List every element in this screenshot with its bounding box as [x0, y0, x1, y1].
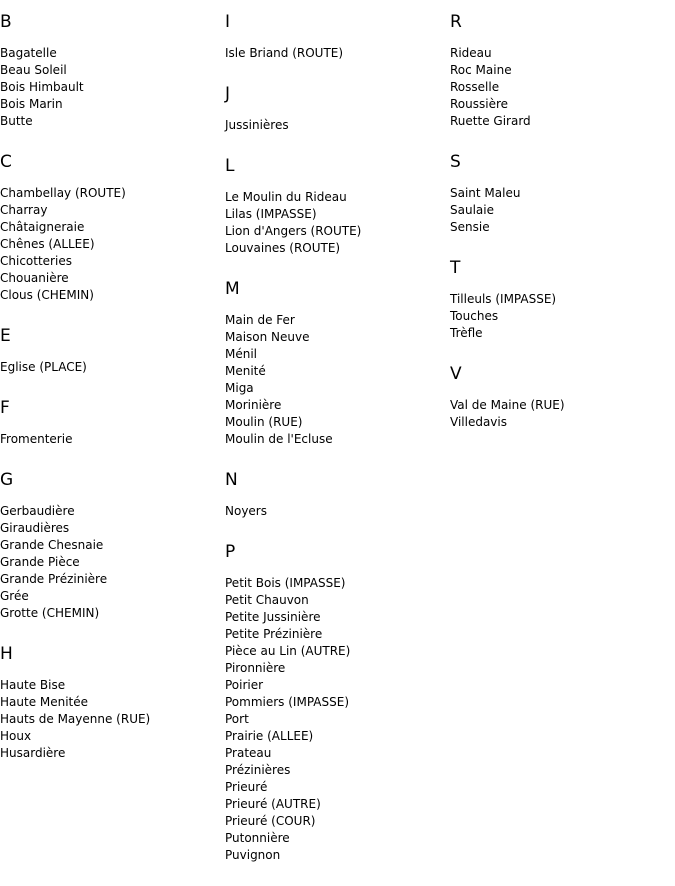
letter-heading: E	[0, 326, 11, 346]
letter-heading: F	[0, 398, 10, 418]
street-link[interactable]: Louvaines (ROUTE)	[225, 241, 341, 255]
street-link[interactable]: Jussinières	[225, 118, 289, 132]
street-link[interactable]: Trèfle	[450, 326, 483, 340]
letter-group-j	[225, 84, 450, 134]
letter-group-b	[0, 12, 225, 130]
street-list	[0, 677, 225, 762]
street-link[interactable]: Le Moulin du Rideau	[225, 190, 347, 204]
street-list	[225, 45, 450, 62]
street-link[interactable]: Chambellay (ROUTE)	[0, 186, 126, 200]
index-column-2	[225, 12, 450, 886]
letter-group-r	[450, 12, 675, 130]
letter-group-e	[0, 326, 225, 376]
letter-group-i	[225, 12, 450, 62]
street-link[interactable]: Main de Fer	[225, 313, 295, 327]
street-link[interactable]: Pommiers (IMPASSE)	[225, 695, 349, 709]
letter-heading: C	[0, 152, 12, 172]
street-link[interactable]: Prézinières	[225, 763, 291, 777]
street-link[interactable]: Charray	[0, 203, 48, 217]
letter-group-g	[0, 470, 225, 622]
letter-heading: R	[450, 12, 462, 32]
street-link[interactable]: Touches	[450, 309, 499, 323]
letter-group-v	[450, 364, 675, 431]
street-link[interactable]: Pironnière	[225, 661, 286, 675]
street-link[interactable]: Port	[225, 712, 249, 726]
street-link[interactable]: Roussière	[450, 97, 509, 111]
street-link[interactable]: Prateau	[225, 746, 272, 760]
street-list	[225, 503, 450, 520]
street-link[interactable]: Châtaigneraie	[0, 220, 85, 234]
street-link[interactable]: Rosselle	[450, 80, 500, 94]
street-link[interactable]: Hauts de Mayenne (RUE)	[0, 712, 151, 726]
street-link[interactable]: Eglise (PLACE)	[0, 360, 87, 374]
letter-group-p	[225, 542, 450, 864]
street-link[interactable]: Villedavis	[450, 415, 507, 429]
street-link[interactable]: Putonnière	[225, 831, 290, 845]
street-link[interactable]: Grotte (CHEMIN)	[0, 606, 100, 620]
street-link[interactable]: Bois Marin	[0, 97, 63, 111]
street-link[interactable]: Beau Soleil	[0, 63, 67, 77]
letter-group-s	[450, 152, 675, 236]
street-link[interactable]: Sensie	[450, 220, 490, 234]
street-link[interactable]: Val de Maine (RUE)	[450, 398, 565, 412]
street-link[interactable]: Haute Bise	[0, 678, 66, 692]
street-link[interactable]: Gerbaudière	[0, 504, 75, 518]
street-list	[450, 185, 675, 236]
letter-group-h	[0, 644, 225, 762]
street-link[interactable]: Prieuré	[225, 780, 268, 794]
street-link[interactable]: Chênes (ALLEE)	[0, 237, 95, 251]
street-link[interactable]: Grée	[0, 589, 29, 603]
street-list	[225, 189, 450, 257]
street-link[interactable]: Chicotteries	[0, 254, 72, 268]
street-list	[0, 503, 225, 622]
street-link[interactable]: Petit Bois (IMPASSE)	[225, 576, 346, 590]
index-column-3	[450, 12, 675, 453]
street-link[interactable]: Lilas (IMPASSE)	[225, 207, 317, 221]
letter-heading: V	[450, 364, 462, 384]
street-link[interactable]: Ruette Girard	[450, 114, 531, 128]
street-link[interactable]: Saulaie	[450, 203, 494, 217]
street-link[interactable]: Tilleuls (IMPASSE)	[450, 292, 557, 306]
letter-heading: I	[225, 12, 231, 32]
street-link[interactable]: Prairie (ALLEE)	[225, 729, 314, 743]
street-link[interactable]: Ménil	[225, 347, 258, 361]
street-link[interactable]: Prieuré (COUR)	[225, 814, 316, 828]
street-link[interactable]: Clous (CHEMIN)	[0, 288, 94, 302]
letter-heading: H	[0, 644, 13, 664]
street-link[interactable]: Grande Pièce	[0, 555, 80, 569]
letter-group-n	[225, 470, 450, 520]
street-list	[0, 431, 225, 448]
letter-group-f	[0, 398, 225, 448]
letter-group-m	[225, 279, 450, 448]
street-link[interactable]: Butte	[0, 114, 33, 128]
letter-heading: T	[450, 258, 461, 278]
letter-group-l	[225, 156, 450, 257]
street-list	[0, 45, 225, 130]
letter-heading: M	[225, 279, 240, 299]
letter-heading: N	[225, 470, 238, 490]
street-link[interactable]: Lion d'Angers (ROUTE)	[225, 224, 362, 238]
street-link[interactable]: Grande Chesnaie	[0, 538, 104, 552]
street-list	[0, 359, 225, 376]
street-link[interactable]: Bois Himbault	[0, 80, 84, 94]
street-list	[225, 117, 450, 134]
street-link[interactable]: Houx	[0, 729, 32, 743]
street-link[interactable]: Morinière	[225, 398, 282, 412]
street-link[interactable]: Prieuré (AUTRE)	[225, 797, 321, 811]
street-link[interactable]: Roc Maine	[450, 63, 512, 77]
letter-heading: P	[225, 542, 236, 562]
street-link[interactable]: Miga	[225, 381, 254, 395]
street-link[interactable]: Moulin de l'Ecluse	[225, 432, 333, 446]
letter-group-c	[0, 152, 225, 304]
street-link[interactable]: Fromenterie	[0, 432, 73, 446]
street-link[interactable]: Husardière	[0, 746, 66, 760]
street-link[interactable]: Menité	[225, 364, 266, 378]
street-link[interactable]: Chouanière	[0, 271, 69, 285]
street-link[interactable]: Saint Maleu	[450, 186, 521, 200]
street-link[interactable]: Petite Prézinière	[225, 627, 323, 641]
street-link[interactable]: Petit Chauvon	[225, 593, 309, 607]
street-link[interactable]: Pièce au Lin (AUTRE)	[225, 644, 351, 658]
street-list	[450, 397, 675, 431]
street-link[interactable]: Noyers	[225, 504, 267, 518]
letter-heading: L	[225, 156, 235, 176]
street-list	[450, 291, 675, 342]
street-link[interactable]: Isle Briand (ROUTE)	[225, 46, 344, 60]
index-column-1	[0, 12, 225, 784]
street-link[interactable]: Haute Menitée	[0, 695, 89, 709]
street-link[interactable]: Bagatelle	[0, 46, 57, 60]
street-list	[225, 312, 450, 448]
letter-group-t	[450, 258, 675, 342]
street-link[interactable]: Giraudières	[0, 521, 70, 535]
street-link[interactable]: Poirier	[225, 678, 264, 692]
letter-heading: G	[0, 470, 14, 490]
street-link[interactable]: Grande Prézinière	[0, 572, 108, 586]
letter-heading: B	[0, 12, 12, 32]
letter-heading: J	[225, 84, 231, 104]
street-link[interactable]: Puvignon	[225, 848, 281, 862]
street-link[interactable]: Petite Jussinière	[225, 610, 321, 624]
street-link[interactable]: Rideau	[450, 46, 492, 60]
street-list	[0, 185, 225, 304]
street-link[interactable]: Moulin (RUE)	[225, 415, 303, 429]
street-list	[225, 575, 450, 864]
street-list	[450, 45, 675, 130]
street-link[interactable]: Maison Neuve	[225, 330, 310, 344]
letter-heading: S	[450, 152, 461, 172]
